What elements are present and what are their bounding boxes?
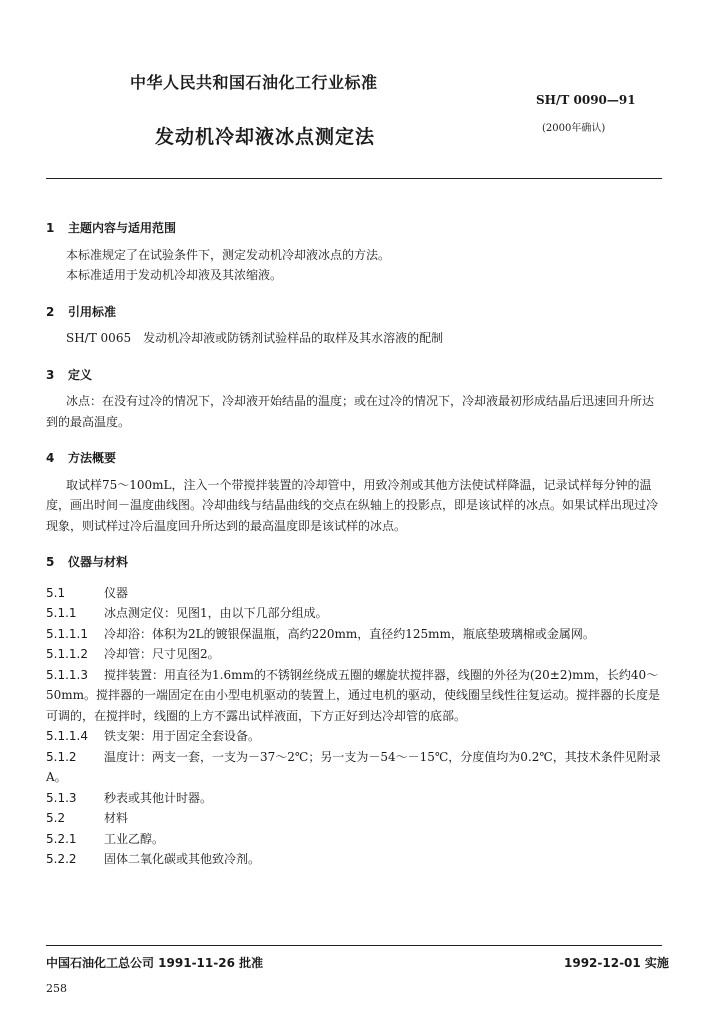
page-number: 258 xyxy=(46,982,67,995)
implementation-date: 1992-12-01 实施 xyxy=(564,956,669,970)
standard-organization: 中华人民共和国石油化工行业标准 xyxy=(130,73,378,92)
section-heading: 2 引用标准 xyxy=(46,304,117,319)
clause: 5.1.1 冰点测定仪：见图1，由以下几部分组成。 xyxy=(46,606,328,620)
clause: 5.1.1.2 冷却管：尺寸见图2。 xyxy=(46,647,220,661)
confirmation-note: (2000年确认) xyxy=(542,123,606,134)
approval-line: 中国石油化工总公司 1991-11-26 批准 xyxy=(46,956,264,970)
clause: 5.1.3 秒表或其他计时器。 xyxy=(46,790,213,805)
paragraph: 冰点：在没有过冷的情况下，冷却液开始结晶的温度；或在过冷的情况下，冷却液最初形成结晶后迅速回升所达到的最高温度。 xyxy=(46,394,655,429)
document-title: 发动机冷却液冰点测定法 xyxy=(155,126,376,148)
paragraph: 本标准规定了在试验条件下，测定发动机冷却液冰点的方法。 xyxy=(66,247,391,262)
standard-code: SH/T 0090—91 xyxy=(536,93,636,107)
section-heading: 5 仪器与材料 xyxy=(46,555,129,569)
clause: 5.2 材料 xyxy=(46,811,129,825)
clause: 5.1.1.1 冷却浴：体积为2L的镀银保温瓶，高约220mm，直径约125mm，瓶底垫玻璃棉或金属网。 xyxy=(46,626,595,641)
document-body xyxy=(46,210,662,870)
clause: 5.1.1.4 铁支架：用于固定全套设备。 xyxy=(46,729,261,743)
clause: 5.2.2 固体二氧化碳或其他致冷剂。 xyxy=(46,852,261,866)
paragraph: 取试样75～100mL，注入一个带搅拌装置的冷却管中，用致冷剂或其他方法使试样降温，记录试样每分钟的温度，画出时间－温度曲线图。冷却曲线与结晶曲线的交点在纵轴上的投影点，即是该试样的冰点。如果试样出现过冷现象，则试样过冷后温度回升所达到的最高温度即是该试样的冰点。 xyxy=(46,477,659,533)
footer-divider xyxy=(46,945,662,946)
clause: 5.1 仪器 xyxy=(46,585,129,600)
section-heading: 3 定义 xyxy=(46,367,93,382)
paragraph: 本标准适用于发动机冷却液及其浓缩液。 xyxy=(66,268,283,282)
clause: 5.1.2 温度计：两支一套，一支为－37～2℃；另一支为－54～－15℃，分度值均为0.2℃，其技术条件见附录A。 xyxy=(46,749,661,784)
section-heading: 4 方法概要 xyxy=(46,451,117,465)
header-divider xyxy=(46,178,662,179)
paragraph: SH/T 0065 发动机冷却液或防锈剂试验样品的取样及其水溶液的配制 xyxy=(66,331,444,345)
section-heading: 1 主题内容与适用范围 xyxy=(46,221,177,235)
clause: 5.1.1.3 搅拌装置：用直径为1.6mm的不锈钢丝绕成五圈的螺旋状搅拌器，线圈的外径为(20±2)mm，长约40～50mm。搅拌器的一端固定在由小型电机驱动的装置上，通过电机的驱动，使线圈呈线性往复运动。搅拌器的长度是可调的，在搅拌时，线圈的上方不露出试样液面，下方正好到达冷却管的底部。 xyxy=(46,667,661,723)
clause: 5.2.1 工业乙醇。 xyxy=(46,831,165,846)
